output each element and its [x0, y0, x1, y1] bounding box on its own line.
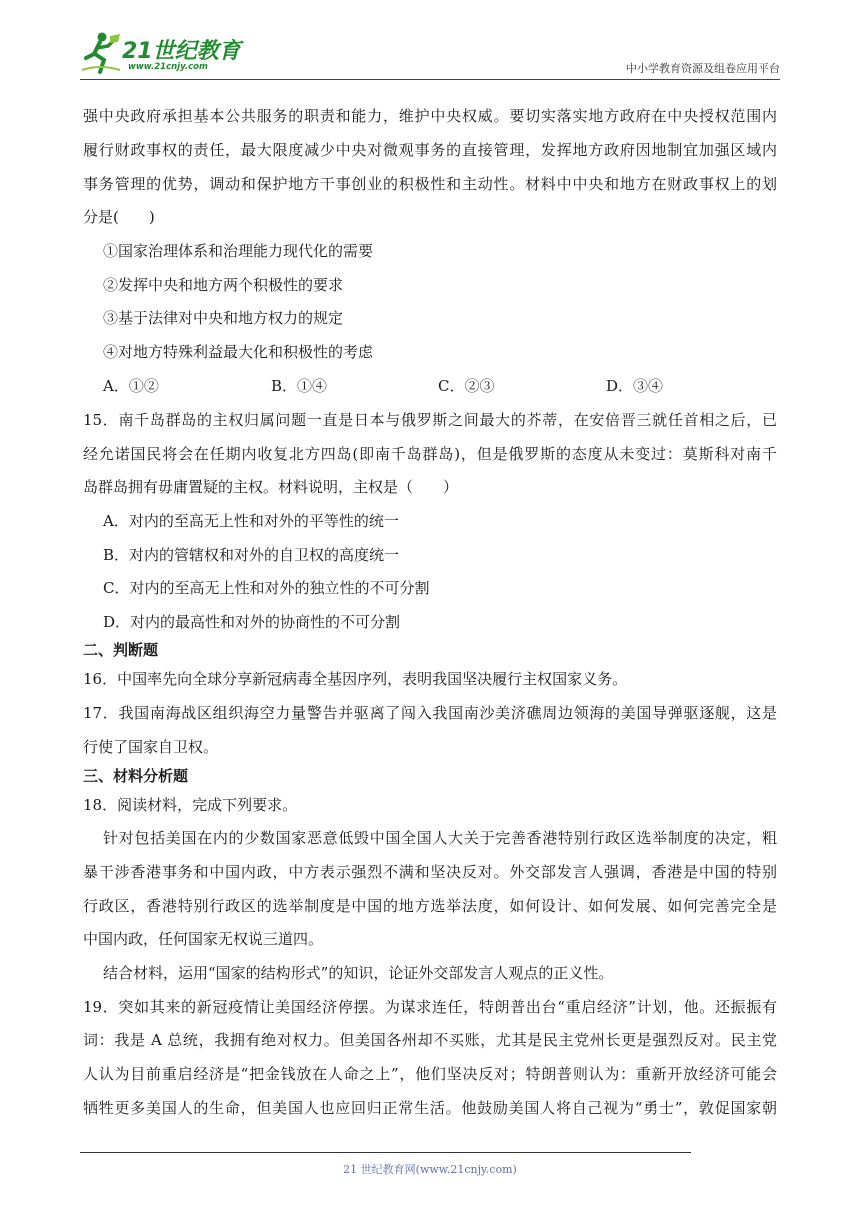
q18-material-line: 行政区，香港特别行政区的选举制度是中国的地方选举法度，如何设计、如何发展、如何完善完全是: [83, 897, 777, 915]
q14-item: ②发挥中央和地方两个积极性的要求: [103, 276, 344, 294]
q15-option-c[interactable]: C．对内的至高无上性和对外的独立性的不可分割: [103, 579, 430, 597]
q14-option-a[interactable]: A．①②: [103, 377, 159, 395]
footer-link[interactable]: 21 世纪教育网(www.21cnjy.com): [343, 1163, 517, 1176]
q18-material-line: 针对包括美国在内的少数国家恶意低毁中国全国人大关于完善香港特别行政区选举制度的决定，粗: [103, 829, 777, 847]
q15-line: 岛群岛拥有毋庸置疑的主权。材料说明，主权是（ ）: [83, 478, 459, 496]
q14-option-d[interactable]: D．③④: [606, 377, 664, 395]
header-divider: [80, 79, 780, 80]
site-logo[interactable]: [80, 30, 250, 76]
platform-slogan: 中小学教育资源及组卷应用平台: [626, 62, 780, 75]
q14-line: 分是( ): [83, 208, 155, 226]
q15-line: 经允诺国民将会在任期内收复北方四岛(即南千岛群岛)，但是俄罗斯的态度从未变过：莫斯科对南千: [83, 445, 777, 463]
q19-line: 词：我是 A 总统，我拥有绝对权力。但美国各州却不买账，尤其是民主党州长更是强烈反对。民主党: [83, 1031, 777, 1049]
runner-logo-icon: [80, 30, 126, 76]
q17-line: 行使了国家自卫权。: [83, 738, 219, 756]
logo-text: 21世纪教育: [122, 39, 241, 64]
q14-item: ③基于法律对中央和地方权力的规定: [103, 309, 344, 327]
q14-line: 履行财政事权的责任，最大限度减少中央对微观事务的直接管理，发挥地方政府因地制宜加强区域内: [83, 141, 777, 159]
logo-url: www.21cnjy.com: [128, 62, 208, 72]
footer-divider: [80, 1152, 691, 1153]
q18-task: 结合材料，运用“国家的结构形式”的知识，论证外交部发言人观点的正义性。: [103, 964, 614, 982]
q19-line: 19．突如其来的新冠疫情让美国经济停摆。为谋求连任，特朗普出台“重启经济”计划，他。还振振有: [83, 998, 777, 1016]
q15-option-a[interactable]: A．对内的至高无上性和对外的平等性的统一: [103, 512, 399, 530]
q14-item: ④对地方特殊利益最大化和积极性的考虑: [103, 343, 374, 361]
q15-line: 15．南千岛群岛的主权归属问题一直是日本与俄罗斯之间最大的芥蒂，在安倍晋三就任首相之后，已: [83, 411, 777, 429]
section-2-heading: 二、判断题: [83, 641, 159, 659]
q14-line: 事务管理的优势，调动和保护地方干事创业的积极性和主动性。材料中中央和地方在财政事权上的划: [83, 175, 777, 193]
q18-material-line: 暴干涉香港事务和中国内政，中方表示强烈不满和坚决反对。外交部发言人强调，香港是中国的特别: [83, 863, 777, 881]
q14-line: 强中央政府承担基本公共服务的职责和能力，维护中央权威。要切实落实地方政府在中央授权范围内: [83, 107, 777, 125]
q19-line: 人认为目前重启经济是“把金钱放在人命之上”，他们坚决反对；特朗普则认为：重新开放经济可能会: [83, 1065, 777, 1083]
q19-line: 牺牲更多美国人的生命，但美国人也应回归正常生活。他鼓励美国人将自己视为“勇士”，敦促国家朝: [83, 1099, 777, 1117]
q18-intro: 18．阅读材料，完成下列要求。: [83, 796, 298, 814]
q18-material-line: 中国内政，任何国家无权说三道四。: [83, 930, 324, 948]
page-header: [80, 30, 780, 82]
q16-text: 16．中国率先向全球分享新冠病毒全基因序列，表明我国坚决履行主权国家义务。: [83, 670, 628, 688]
section-3-heading: 三、材料分析题: [83, 767, 189, 785]
q15-option-d[interactable]: D．对内的最高性和对外的协商性的不可分割: [103, 613, 401, 631]
q17-line: 17．我国南海战区组织海空力量警告并驱离了闯入我国南沙美济礁周边领海的美国导弹驱逐舰，这是: [83, 704, 777, 722]
q15-option-b[interactable]: B．对内的管辖权和对外的自卫权的高度统一: [103, 546, 400, 564]
q14-item: ①国家治理体系和治理能力现代化的需要: [103, 242, 374, 260]
q14-option-c[interactable]: C．②③: [438, 377, 495, 395]
q14-option-b[interactable]: B．①④: [271, 377, 328, 395]
